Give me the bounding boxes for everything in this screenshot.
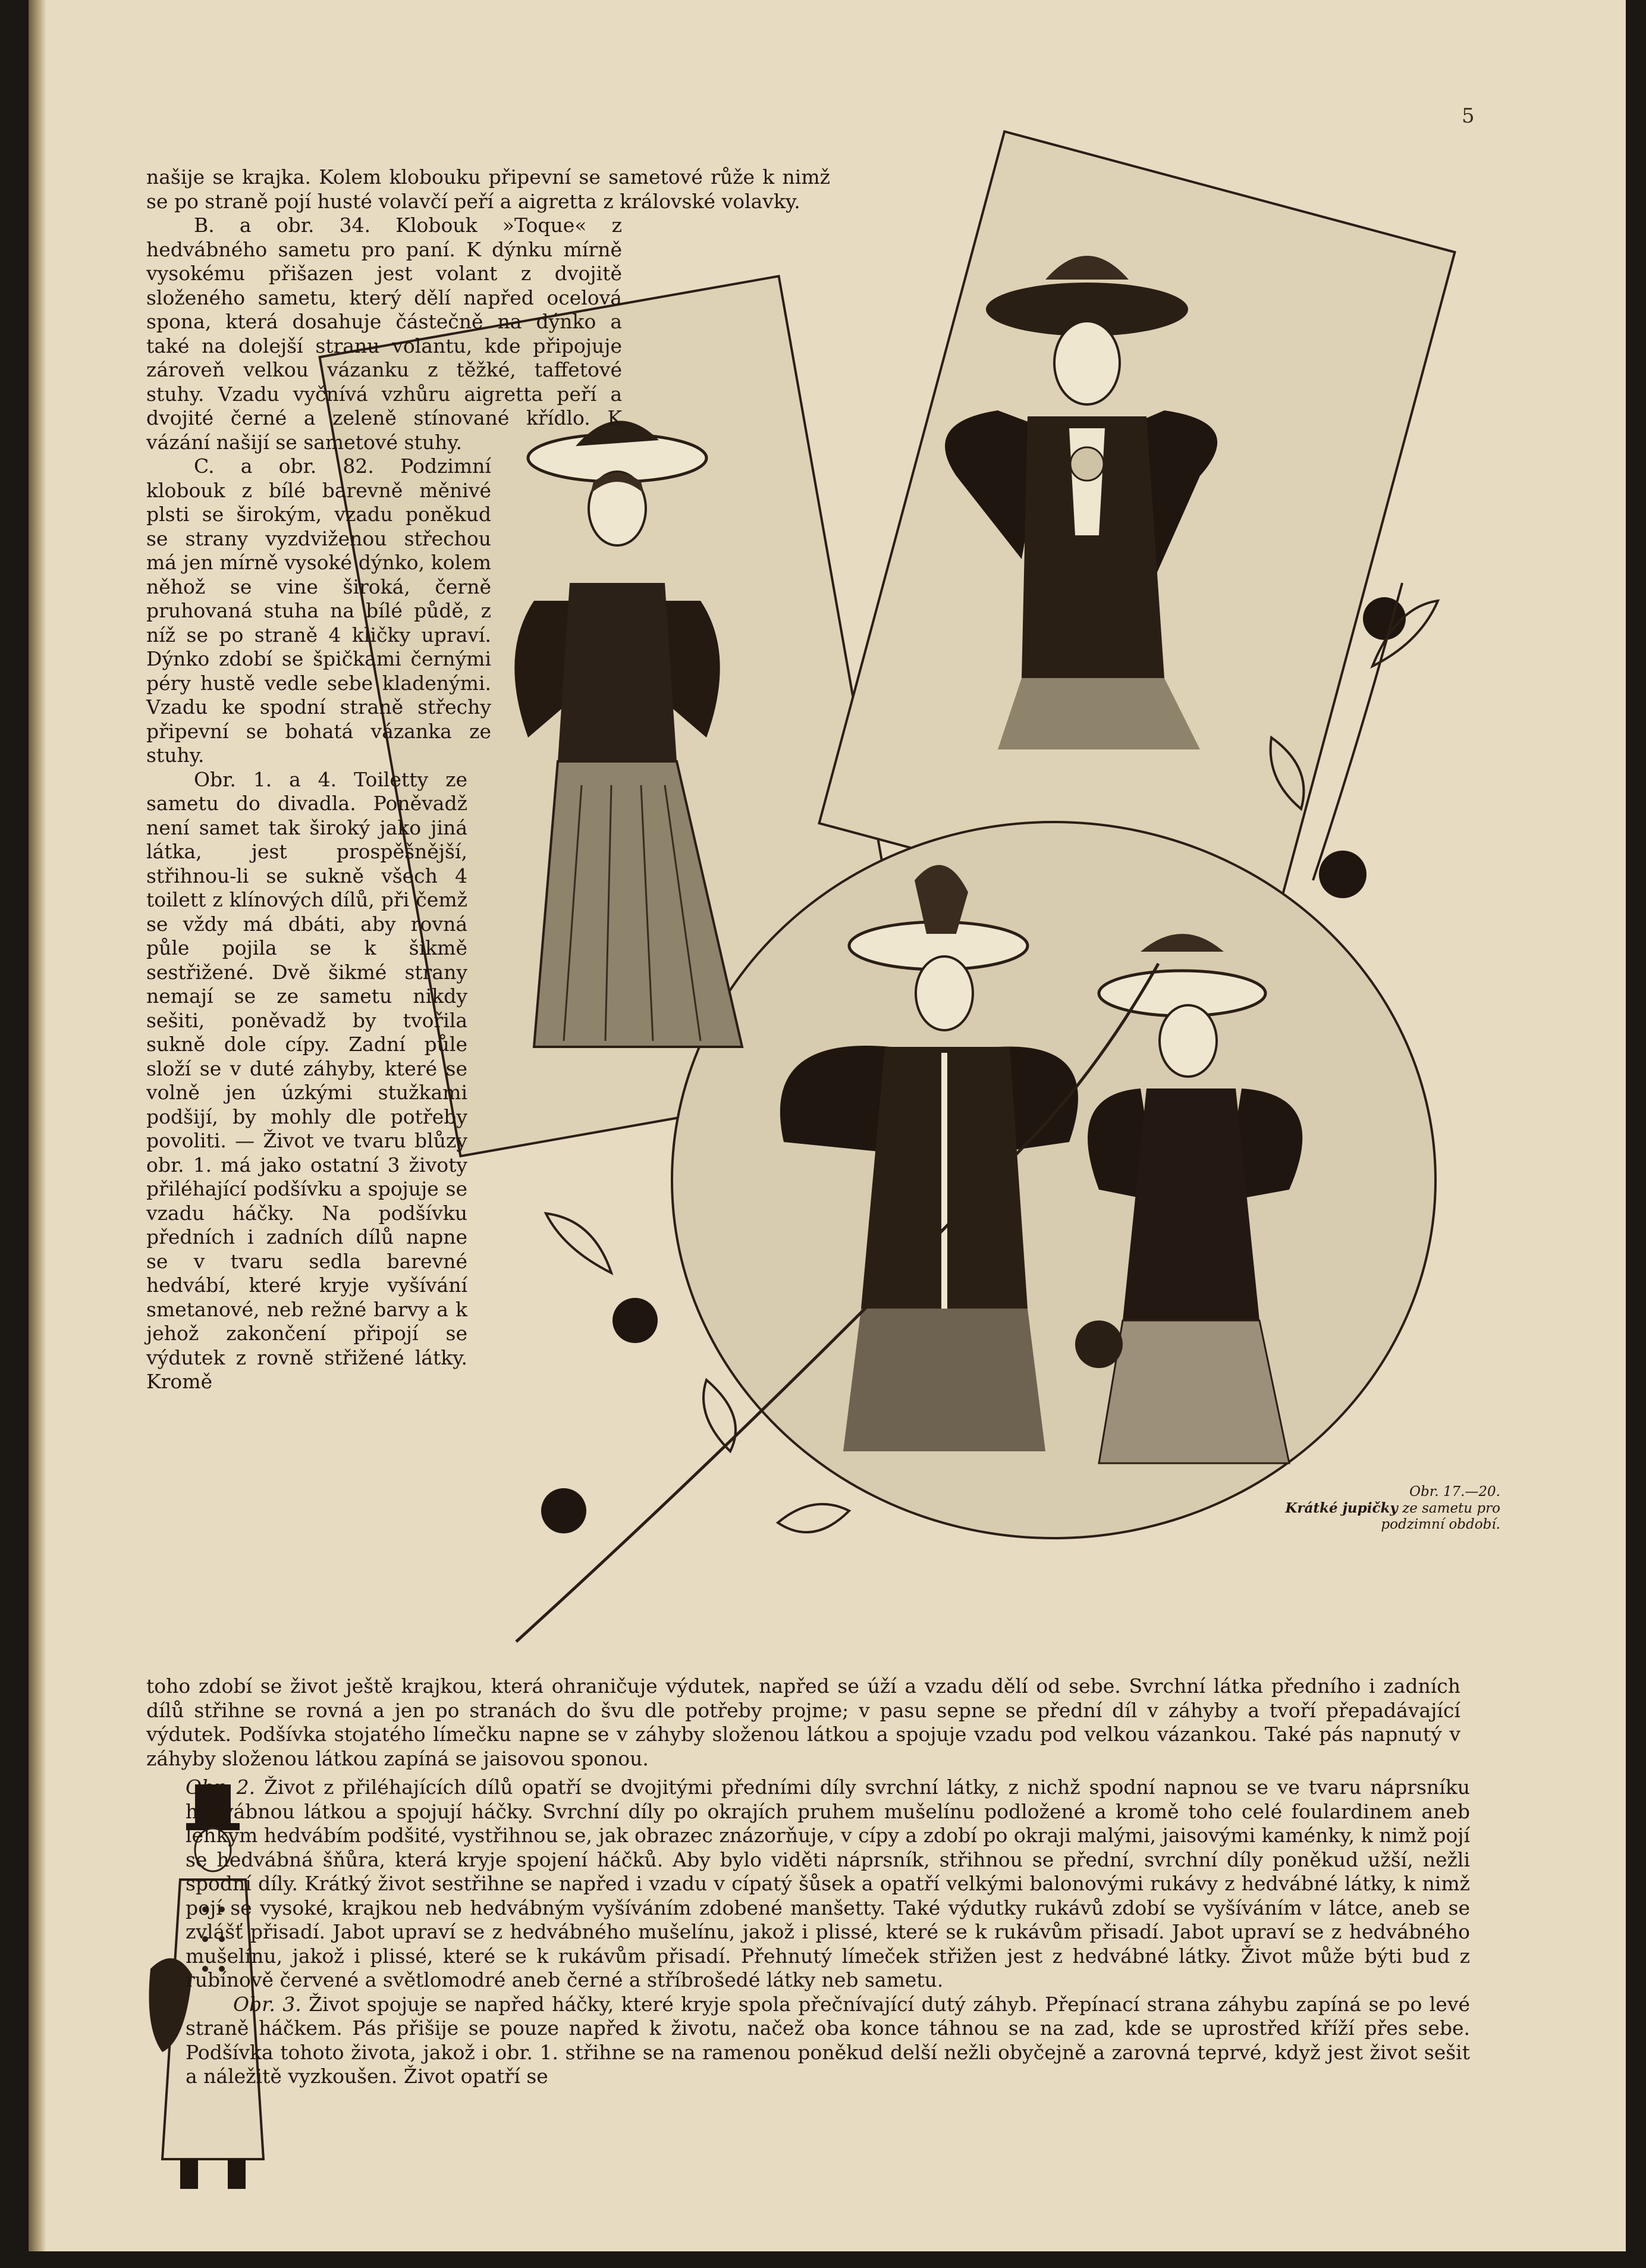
paragraph-hat-b: B. a obr. 34. Klobouk »Toque« z hedvábného sametu pro paní. K dýnku mírně vysokému přišazen jest volant z dvojitě složeného sametu, který dělí napřed ocelová spona, která dosahuje částečně na dýnko a také na dolejší stranu volantu, kde připojuje zároveň velkou vázanku z těžké, taffetové stuhy. Vzadu vyčnívá vzhůru aigretta peří a dvojité černé a zeleně stínované křídlo. K vázání našijí se sametové stuhy. [146, 214, 622, 454]
paragraph-obr-1-4: Obr. 1. a 4. Toiletty ze sametu do divadla. Poněvadž není samet tak široký jako jiná látka, jest prospěšnější, střihnou-li se sukně všech 4 toilett z klínových dílů, při čemž se vždy má dbáti, aby rovná půle pojila se k šikmě sestřižené. Dvě šikmé strany nemají se ze sametu nikdy sešiti, poněvadž by tvořila sukně dole cípy. Zadní půle složí se v duté záhyby, které se volně jen úzkými stužkami podšijí, by mohly dle potřeby povoliti. — Život ve tvaru blůzy obr. 1. má jako ostatní 3 životy přiléhající podšívku a spojuje se vzadu háčky. Na podšívku předních i zadních dílů napne se v tvaru sedla barevné hedvábí, které kryje vyšívání smetanové, neb režné barvy a k jehož zakončení připojí se výdutek z rovně střižené látky. Kromě [146, 767, 467, 1393]
wide-text-block [146, 1674, 1460, 1771]
narrow-text-column [146, 165, 878, 1394]
magazine-page [29, 0, 1626, 2251]
figure-caption [1274, 1484, 1500, 1533]
obr2-label: Obr. 2. [186, 1775, 256, 1799]
page-number: 5 [1462, 104, 1475, 128]
paragraph-hat-c: C. a obr. 82. Podzimní klobouk z bílé barevně měnivé plsti se širokým, vzadu poněkud se strany vyzdviženou střechou má jen mírně vysoké dýnko, kolem něhož se vine široká, černě pruhovaná stuha na bílé půdě, z níž se po straně 4 kličky upraví. Dýnko zdobí se špičkami černými péry hustě vedle sebe kladenými. Vzadu ke spodní straně střechy připevní se bohatá vázanka ze stuhy. [146, 454, 491, 767]
obr2-section [186, 1775, 1470, 2089]
paragraph-bodice: toho zdobí se život ještě krajkou, která ohraničuje výdutek, napřed se úží a vzadu dělí od sebe. Svrchní látka předního i zadních dílů střihne se rovná a jen po stranách do švu dle potřeby projme; v pasu sepne se přední díl v záhyby a tvoří přepadávající výdutek. Podšívka stojatého límečku napne se v záhyby složenou látkou a spojuje vzadu pod velkou vázankou. Také pás napnutý v záhyby složenou látkou zapíná se jaisovou sponou. [146, 1674, 1460, 1770]
caption-title: Krátké jupičky [1285, 1500, 1398, 1516]
obr3-label: Obr. 3. [233, 1992, 301, 2016]
obr3-text: Život spojuje se napřed háčky, které kryje spola přečnívající dutý záhyb. Přepínací strana záhybu zapíná se po levé straně háčkem. Pás přišije se pouze napřed k životu, načež oba konce táhnou se na zad, kde se uprostřed kříží přes sebe. Podšívka tohoto života, jakož i obr. 1. střihne se na ramenou poněkud delší nežli obyčejně a zarovná teprvé, když jest život sešit a náležitě vyzkoušen. Život opatří se [186, 1992, 1470, 2088]
obr2-text: Život z přiléhajících dílů opatří se dvojitými předními díly svrchní látky, z nichž spodní napnou se ve tvaru náprsníku hedvábnou látkou a spojují háčky. Svrchní díly po okrajích pruhem mušelínu podložené a kromě toho celé foulardinem aneb lehkým hedvábím podšité, vystřihnou se, jak obrazec znázorňuje, v cípy a zdobí po okraji malými, jaisovými kaménky, k nimž pojí se hedvábná šňůra, která kryje spojení háčků. Aby bylo viděti náprsník, střihnou se přední, svrchní díly poněkud užší, nežli spodní díly. Krátký život sestřihne se napřed i vzadu v cípatý šůsek a opatří velkými balonovými rukávy z hedvábné látky, k nimž pojí se vysoké, krajkou neb hedvábným vyšíváním zdobené manšetty. Také výdutky rukávů zdobí se vyšíváním v látce, aneb se zvlášť přisadí. Jabot upraví se z hedvábného mušelínu, jakož i plissé, které se k rukávům přisadí. Jabot upraví se z hedvábného mušelínu, jakož i plissé, které se k rukávům přisadí. Přehnutý límeček střižen jest z hedvábné látky. Život může býti bud z rubínově červené a světlomodré aneb černé a stříbrošedé látky neb sametu. [186, 1775, 1470, 1991]
paragraph-intro: našije se krajka. Kolem klobouku připevní se sametové růže k nimž se po straně pojí husté volavčí peří a aigretta z královské volavky. [146, 165, 830, 213]
caption-text: ze sametu pro podzimní období. [1381, 1501, 1500, 1532]
binding-gutter [29, 0, 46, 2251]
caption-label: Obr. 17.—20. [1409, 1484, 1500, 1500]
